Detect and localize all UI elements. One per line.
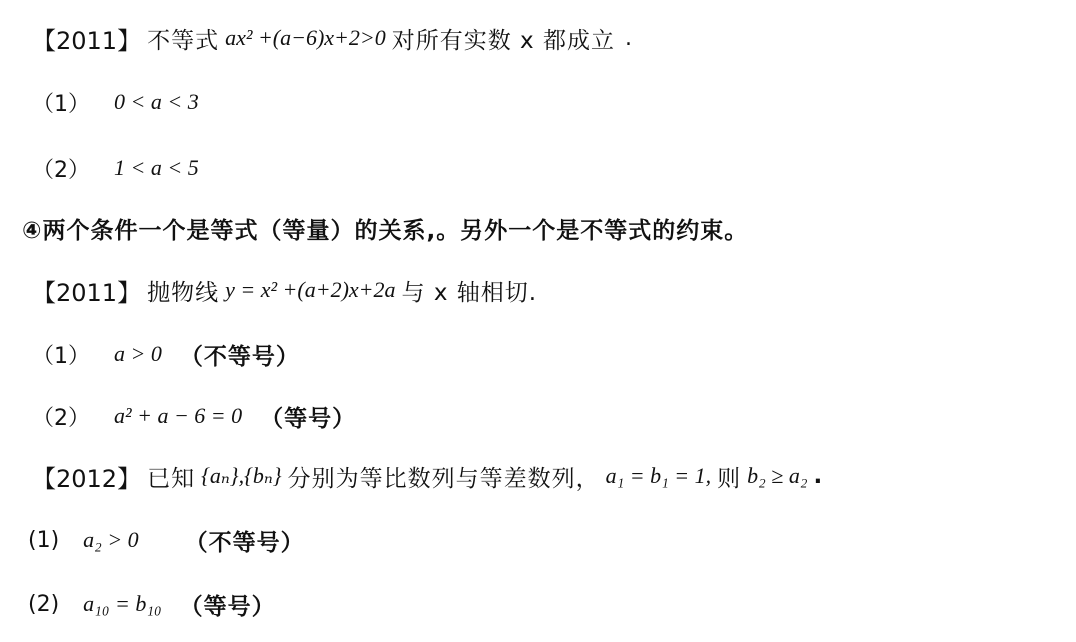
condition-2 xyxy=(32,396,356,436)
condition-expression: a₂ > 0 xyxy=(83,527,139,552)
condition-number: （1） xyxy=(32,91,90,117)
heading-text: ④两个条件一个是等式（等量）的关系,。另外一个是不等式的约束。 xyxy=(22,217,749,244)
target-inequality-expression: b₂ ≥ a₂ xyxy=(747,463,808,488)
condition-note: （不等号） xyxy=(179,343,300,370)
year-tag: 【2012】 xyxy=(32,464,142,493)
question-2011-inequality xyxy=(32,18,632,58)
year-tag: 【2011】 xyxy=(32,278,142,307)
condition-number: (1) xyxy=(28,527,60,553)
condition-number: （2） xyxy=(32,157,90,183)
condition-number: （2） xyxy=(32,405,90,431)
condition-2 xyxy=(32,148,205,188)
sequence-expression: {aₙ},{bₙ} xyxy=(201,463,282,488)
condition-expression: a² + a − 6 = 0 xyxy=(114,403,243,428)
question-2012-sequences xyxy=(32,456,823,496)
condition-note: （等号） xyxy=(260,405,357,432)
section-heading xyxy=(22,208,748,248)
question-stem: 抛物线 xyxy=(147,279,220,306)
condition-1 xyxy=(28,520,305,560)
period: . xyxy=(624,25,632,51)
then-word: 则 xyxy=(717,465,742,492)
condition-number: （1） xyxy=(32,343,90,369)
condition-expression: a > 0 xyxy=(114,341,162,366)
question-stem: 不等式 xyxy=(147,27,220,54)
condition-expression: a₁₀ = b₁₀ xyxy=(83,591,162,616)
period: . xyxy=(813,463,824,489)
condition-1 xyxy=(32,82,205,122)
question-stem: 已知 xyxy=(147,465,196,492)
question-tail: 对所有实数 x 都成立 xyxy=(391,27,615,54)
year-tag: 【2011】 xyxy=(32,26,142,55)
question-middle: 分别为等比数列与等差数列， xyxy=(287,465,600,492)
inequality-expression: ax² +(a−6)x+2>0 xyxy=(225,25,386,50)
condition-number: (2) xyxy=(28,591,60,617)
parabola-expression: y = x² +(a+2)x+2a xyxy=(225,277,396,302)
initial-condition-expression: a₁ = b₁ = 1, xyxy=(605,463,712,488)
condition-2 xyxy=(28,584,276,624)
condition-expression: 1 < a < 5 xyxy=(114,155,199,180)
condition-expression: 0 < a < 3 xyxy=(114,89,199,114)
question-tail: 与 x 轴相切. xyxy=(401,279,538,306)
question-2011-parabola xyxy=(32,270,537,310)
condition-1 xyxy=(32,334,300,374)
condition-note: （不等号） xyxy=(184,529,305,556)
condition-note: （等号） xyxy=(179,593,276,620)
